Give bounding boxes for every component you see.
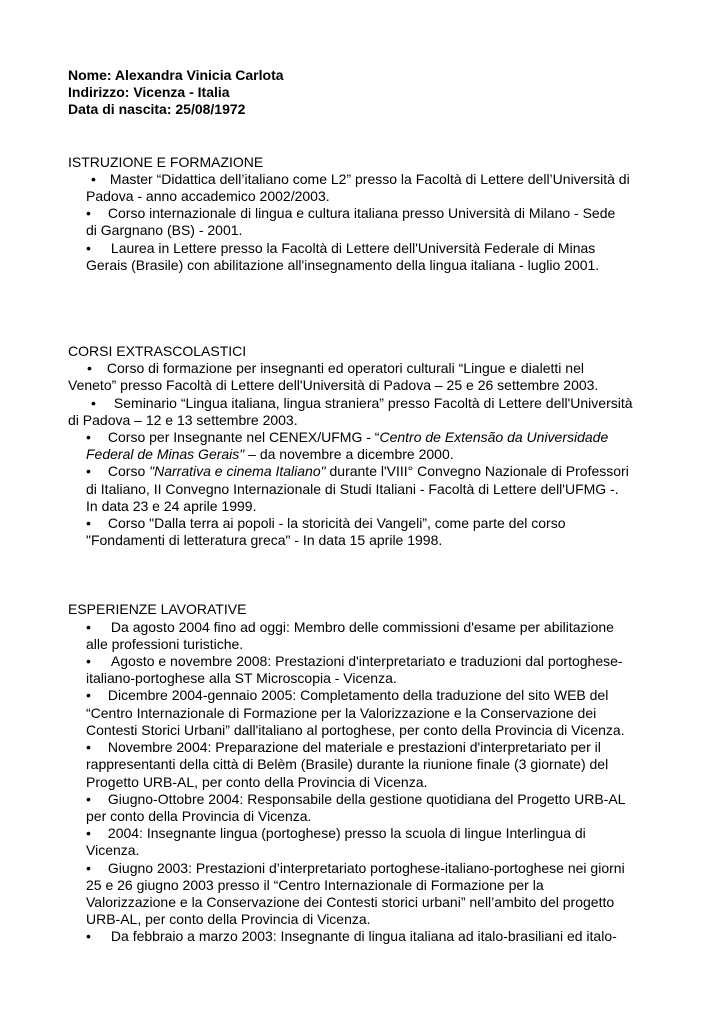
item-text: – da novembre a dicembre 2000. (244, 446, 454, 463)
bullet: • (86, 928, 91, 945)
birthdate-line: Data di nascita: 25/08/1972 (68, 101, 246, 118)
item-text: Corso di formazione per insegnanti ed operatori culturali “Lingue e dialetti nel (106, 360, 584, 377)
item-text: Padova - anno accademico 2002/2003. (86, 188, 330, 205)
item-text: Agosto e novembre 2008: Prestazioni d'interpretariato e traduzioni dal portoghese- (110, 653, 623, 670)
item-text: In data 23 e 24 aprile 1999. (86, 497, 257, 514)
section-title-corsi: CORSI EXTRASCOLASTICI (68, 343, 247, 360)
list-item (68, 429, 658, 463)
list-item (68, 860, 658, 929)
item-text: URB-AL, per conto della Provincia di Vicenza. (86, 911, 371, 928)
item-text: Vicenza. (86, 842, 140, 859)
section-title-istruzione: ISTRUZIONE E FORMAZIONE (68, 153, 264, 170)
list-item (68, 739, 658, 791)
item-text: di Gargnano (BS) - 2001. (86, 222, 243, 239)
bullet: • (87, 360, 92, 377)
item-text: Valorizzazione e la Conservazione dei Contesti storici urbani” nell’ambito del progetto (86, 893, 615, 910)
bullet: • (86, 429, 91, 446)
bullet: • (86, 463, 91, 480)
bullet: • (86, 515, 91, 532)
item-text: durante l'VIII° Convegno Nazionale di Professori (325, 463, 629, 480)
item-text-italic: "Narrativa e cinema Italiano" (149, 463, 326, 480)
item-text: di Padova – 12 e 13 settembre 2003. (68, 411, 298, 428)
bullet: • (86, 239, 91, 256)
item-text: 2004: Insegnante lingua (portoghese) presso la scuola di lingue Interlingua di (107, 825, 586, 842)
item-text: Corso (107, 463, 150, 480)
bullet: • (86, 205, 91, 222)
list-item (68, 653, 658, 687)
item-text: Giugno 2003: Prestazioni d’interpretariato portoghese-italiano-portoghese nei giorni (107, 859, 625, 876)
item-text-italic: Federal de Minas Gerais" (86, 446, 245, 463)
bullet: • (91, 170, 96, 187)
item-text: rappresentanti della città di Belèm (Brasile) durante la riunione finale (3 giornate) del (86, 756, 609, 773)
list-item (68, 515, 658, 549)
item-text: Progetto URB-AL, per conto della Provincia di Vicenza. (86, 773, 428, 790)
item-text: di Italiano, II Convegno Internazionale di Studi Italiani - Facoltà di Lettere dell'UFMG -. (86, 480, 619, 497)
item-text: Laurea in Lettere presso la Facoltà di Lettere dell'Università Federale di Minas (110, 239, 596, 256)
item-text: Giugno-Ottobre 2004: Responsabile della gestione quotidiana del Progetto URB-AL (107, 790, 626, 807)
item-text: Da febbraio a marzo 2003: Insegnante di lingua italiana ad italo-brasiliani ed italo- (110, 928, 617, 945)
item-text: Corso internazionale di lingua e cultura italiana presso Università di Milano - Sede (107, 205, 616, 222)
item-text: Veneto” presso Facoltà di Lettere dell'Università di Padova – 25 e 26 settembre 2003. (68, 377, 599, 394)
item-text: Da agosto 2004 fino ad oggi: Membro delle commissioni d'esame per abilitazione (110, 618, 614, 635)
bullet: • (86, 790, 91, 807)
item-text: Contesti Storici Urbani” dall'italiano al portoghese, per conto della Provincia di Vicenza. (86, 721, 625, 738)
list-item (68, 463, 658, 515)
list-item (68, 205, 658, 239)
section-title-esperienze: ESPERIENZE LAVORATIVE (68, 601, 247, 618)
list-item (68, 360, 658, 394)
item-text: Seminario “Lingua italiana, lingua straniera” presso Facoltà di Lettere dell'Università (113, 394, 633, 411)
bullet: • (86, 825, 91, 842)
item-text: Dicembre 2004-gennaio 2005: Completamento della traduzione del sito WEB del (107, 687, 609, 704)
item-text: “Centro Internazionale di Formazione per la Valorizzazione e la Conservazione dei (86, 704, 597, 721)
item-text-italic: Centro de Extensão da Universidade (379, 429, 609, 446)
bullet: • (86, 859, 91, 876)
bullet: • (86, 653, 91, 670)
list-item (68, 825, 658, 859)
bullet: • (91, 394, 96, 411)
item-text: Novembre 2004: Preparazione del materiale e prestazioni d'interpretariato per il (107, 739, 601, 756)
item-text: per conto della Provincia di Vicenza. (86, 807, 312, 824)
item-text: "Fondamenti di letteratura greca" - In data 15 aprile 1998. (86, 532, 443, 549)
list-item (68, 395, 658, 429)
list-item (68, 240, 658, 274)
item-text: Gerais (Brasile) con abilitazione all'insegnamento della lingua italiana - luglio 2001. (86, 256, 600, 273)
bullet: • (86, 739, 91, 756)
item-text: Master “Didattica dell’italiano come L2” presso la Facoltà di Lettere dell’Università di (109, 170, 630, 187)
list-item (68, 619, 658, 653)
list-item (68, 791, 658, 825)
list-item (68, 171, 658, 205)
resume-page (68, 67, 658, 946)
list-item (68, 928, 658, 945)
item-text: alle professioni turistiche. (86, 635, 244, 652)
bullet: • (86, 687, 91, 704)
item-text: Corso per Insegnante nel CENEX/UFMG - “ (107, 429, 380, 446)
address-line: Indirizzo: Vicenza - Italia (68, 84, 230, 101)
list-item (68, 687, 658, 739)
item-text: Corso "Dalla terra ai popoli - la storicità dei Vangeli”, come parte del corso (107, 515, 566, 532)
name-line: Nome: Alexandra Vinicia Carlota (68, 67, 284, 83)
bullet: • (86, 618, 91, 635)
item-text: italiano-portoghese alla ST Microscopia - Vicenza. (86, 670, 397, 687)
item-text: 25 e 26 giugno 2003 presso il “Centro Internazionale di Formazione per la (86, 876, 544, 893)
